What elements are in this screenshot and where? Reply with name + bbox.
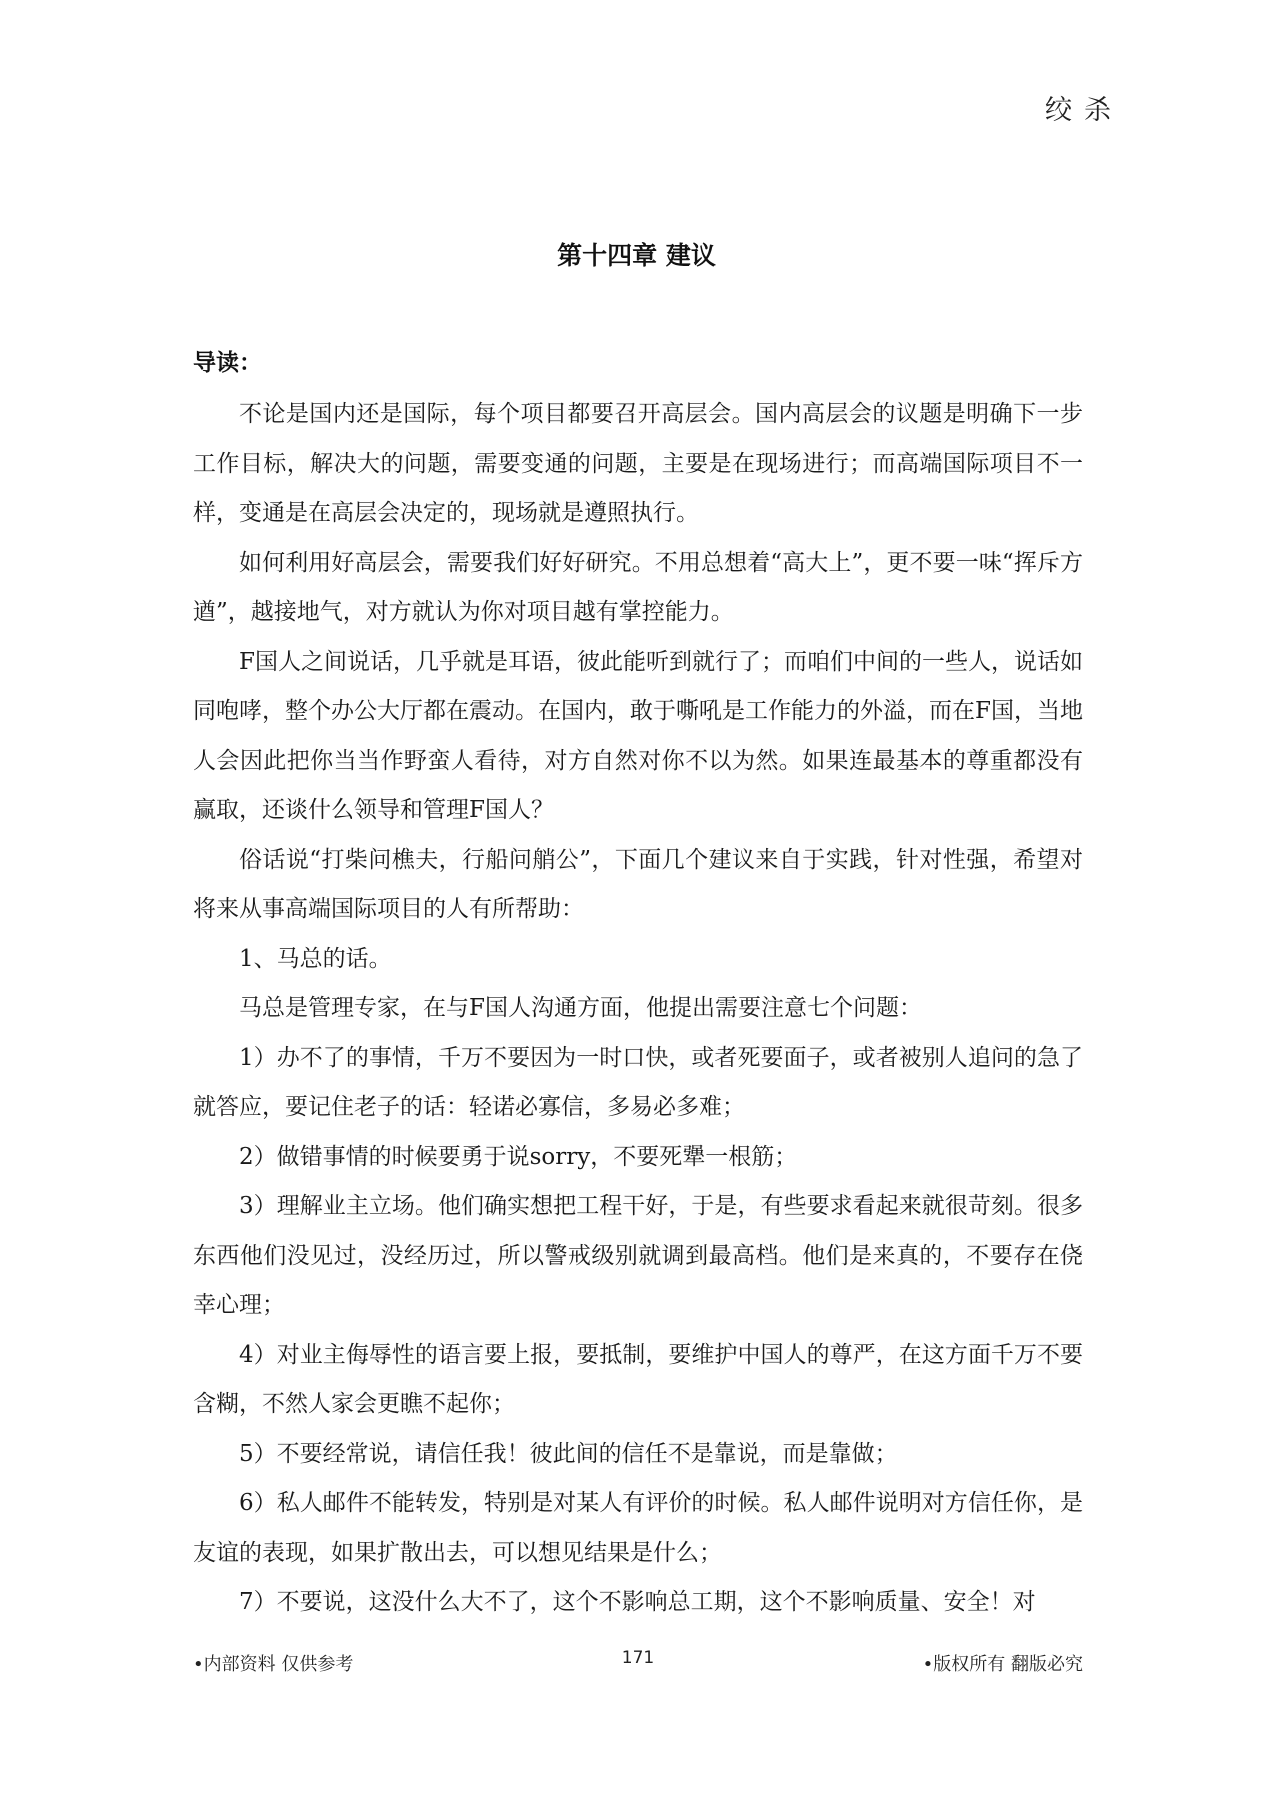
running-header: 绞杀 (1045, 95, 1123, 126)
footer-copyright: •版权所有 翻版必究 (922, 1654, 1083, 1675)
list-item: 3）理解业主立场。他们确实想把工程干好，于是，有些要求看起来就很苛刻。很多东西他们没见过，没经历过，所以警戒级别就调到最高档。他们是来真的，不要存在侥幸心理； (193, 1193, 1083, 1318)
paragraph: 马总是管理专家，在与F国人沟通方面，他提出需要注意七个问题： (239, 995, 922, 1021)
chapter-title: 第十四章 建议 (557, 241, 716, 270)
paragraph: 不论是国内还是国际，每个项目都要召开高层会。国内高层会的议题是明确下一步工作目标，解决大的问题，需要变通的问题，主要是在现场进行；而高端国际项目不一样，变通是在高层会决定的，现场就是遵照执行。 (193, 401, 1083, 526)
list-item: 2）做错事情的时候要勇于说sorry，不要死犟一根筋； (239, 1143, 798, 1170)
list-heading: 1、马总的话。 (239, 945, 392, 972)
page-footer (193, 1650, 1083, 1680)
list-item: 7）不要说，这没什么大不了，这个不影响总工期，这个不影响质量、安全！对 (239, 1589, 1036, 1615)
page-body (193, 344, 1083, 1628)
intro-label: 导读： (193, 350, 262, 376)
list-item: 1）办不了的事情，千万不要因为一时口快，或者死要面子，或者被别人追问的急了就答应，要记住老子的话：轻诺必寡信，多易必多难； (193, 1044, 1083, 1120)
footer-internal-note: •内部资料 仅供参考 (193, 1654, 354, 1675)
paragraph: 俗话说“打柴问樵夫，行船问艄公”，下面几个建议来自于实践，针对性强，希望对将来从事高端国际项目的人有所帮助： (193, 846, 1083, 922)
list-item: 5）不要经常说，请信任我！彼此间的信任不是靠说，而是靠做； (239, 1440, 898, 1467)
paragraph: F国人之间说话，几乎就是耳语，彼此能听到就行了；而咱们中间的一些人，说话如同咆哮，整个办公大厅都在震动。在国内，敢于嘶吼是工作能力的外溢，而在F国，当地人会因此把你当当作野蛮人看待，对方自然对你不以为然。如果连最基本的尊重都没有赢取，还谈什么领导和管理F国人？ (193, 648, 1083, 823)
list-item: 6）私人邮件不能转发，特别是对某人有评价的时候。私人邮件说明对方信任你，是友谊的表现，如果扩散出去，可以想见结果是什么； (193, 1490, 1083, 1566)
page-number: 171 (621, 1648, 655, 1668)
list-item: 4）对业主侮辱性的语言要上报，要抵制，要维护中国人的尊严，在这方面千万不要含糊，不然人家会更瞧不起你； (193, 1341, 1083, 1417)
paragraph: 如何利用好高层会，需要我们好好研究。不用总想着“高大上”，更不要一味“挥斥方遒”，越接地气，对方就认为你对项目越有掌控能力。 (193, 549, 1083, 625)
